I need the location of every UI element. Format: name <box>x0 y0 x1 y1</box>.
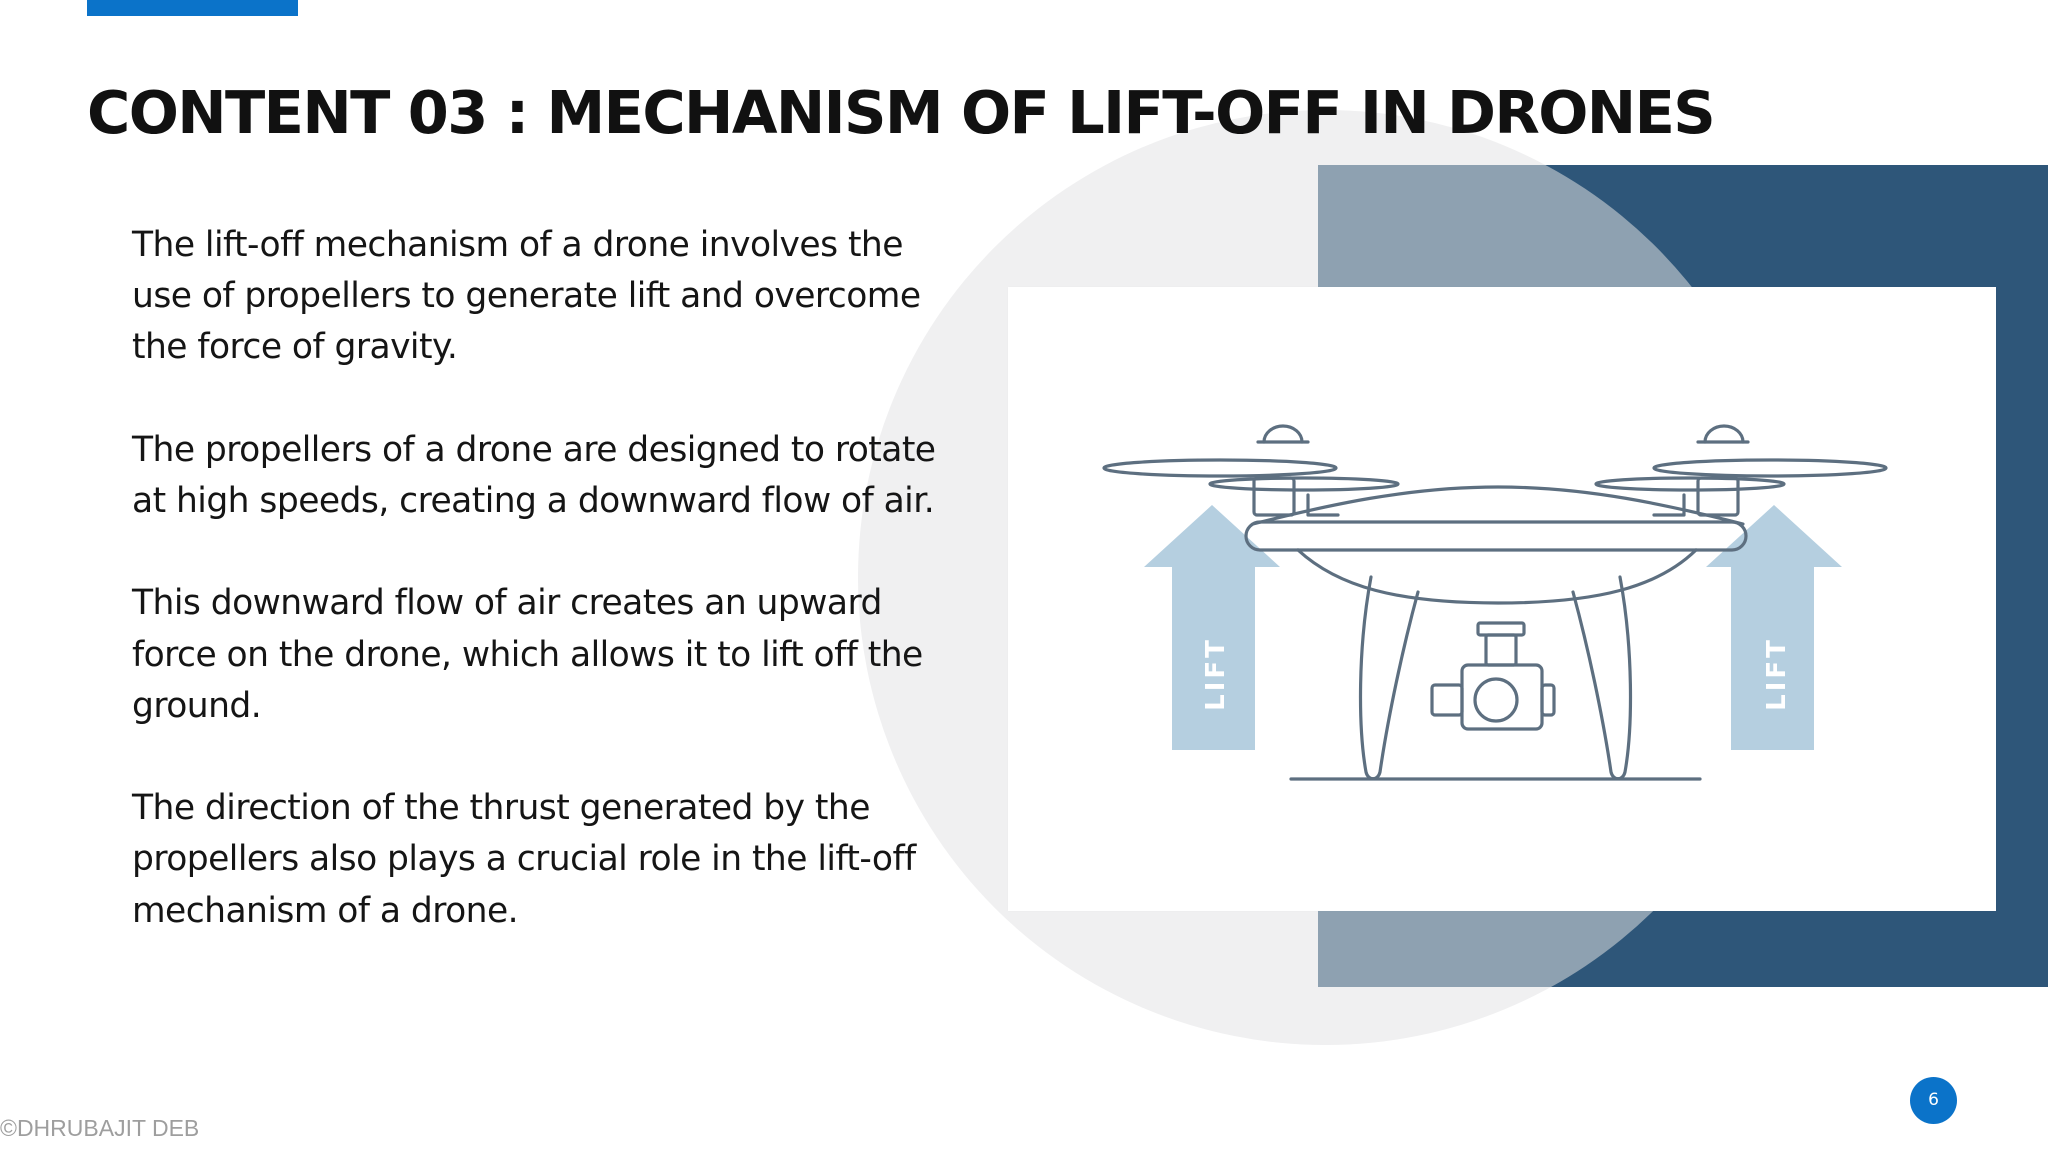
body-text <box>132 220 982 988</box>
page-number-badge: 6 <box>1910 1077 1957 1124</box>
lift-arrow-left <box>1144 505 1280 750</box>
drone-illustration <box>1008 287 1996 911</box>
paragraph-2: The propellers of a drone are designed to rotate at high speeds, creating a downward flow of air. <box>132 429 936 521</box>
copyright-text: ©DHRUBAJIT DEB <box>0 1115 200 1141</box>
lift-arrow-right <box>1706 505 1842 750</box>
lift-label-left: LIFT <box>1201 637 1231 711</box>
slide-title: CONTENT 03 : MECHANISM OF LIFT-OFF IN DRONES <box>87 78 1715 147</box>
drone-icon <box>1008 287 1996 911</box>
lift-label-right: LIFT <box>1762 637 1792 711</box>
accent-bar <box>87 0 298 16</box>
paragraph-1: The lift-off mechanism of a drone involves the use of propellers to generate lift and overcome the force of gravity. <box>132 225 921 368</box>
paragraph-3: This downward flow of air creates an upward force on the drone, which allows it to lift off the ground. <box>132 583 923 726</box>
paragraph-4: The direction of the thrust generated by the propellers also plays a crucial role in the lift-off mechanism of a drone. <box>132 788 916 931</box>
